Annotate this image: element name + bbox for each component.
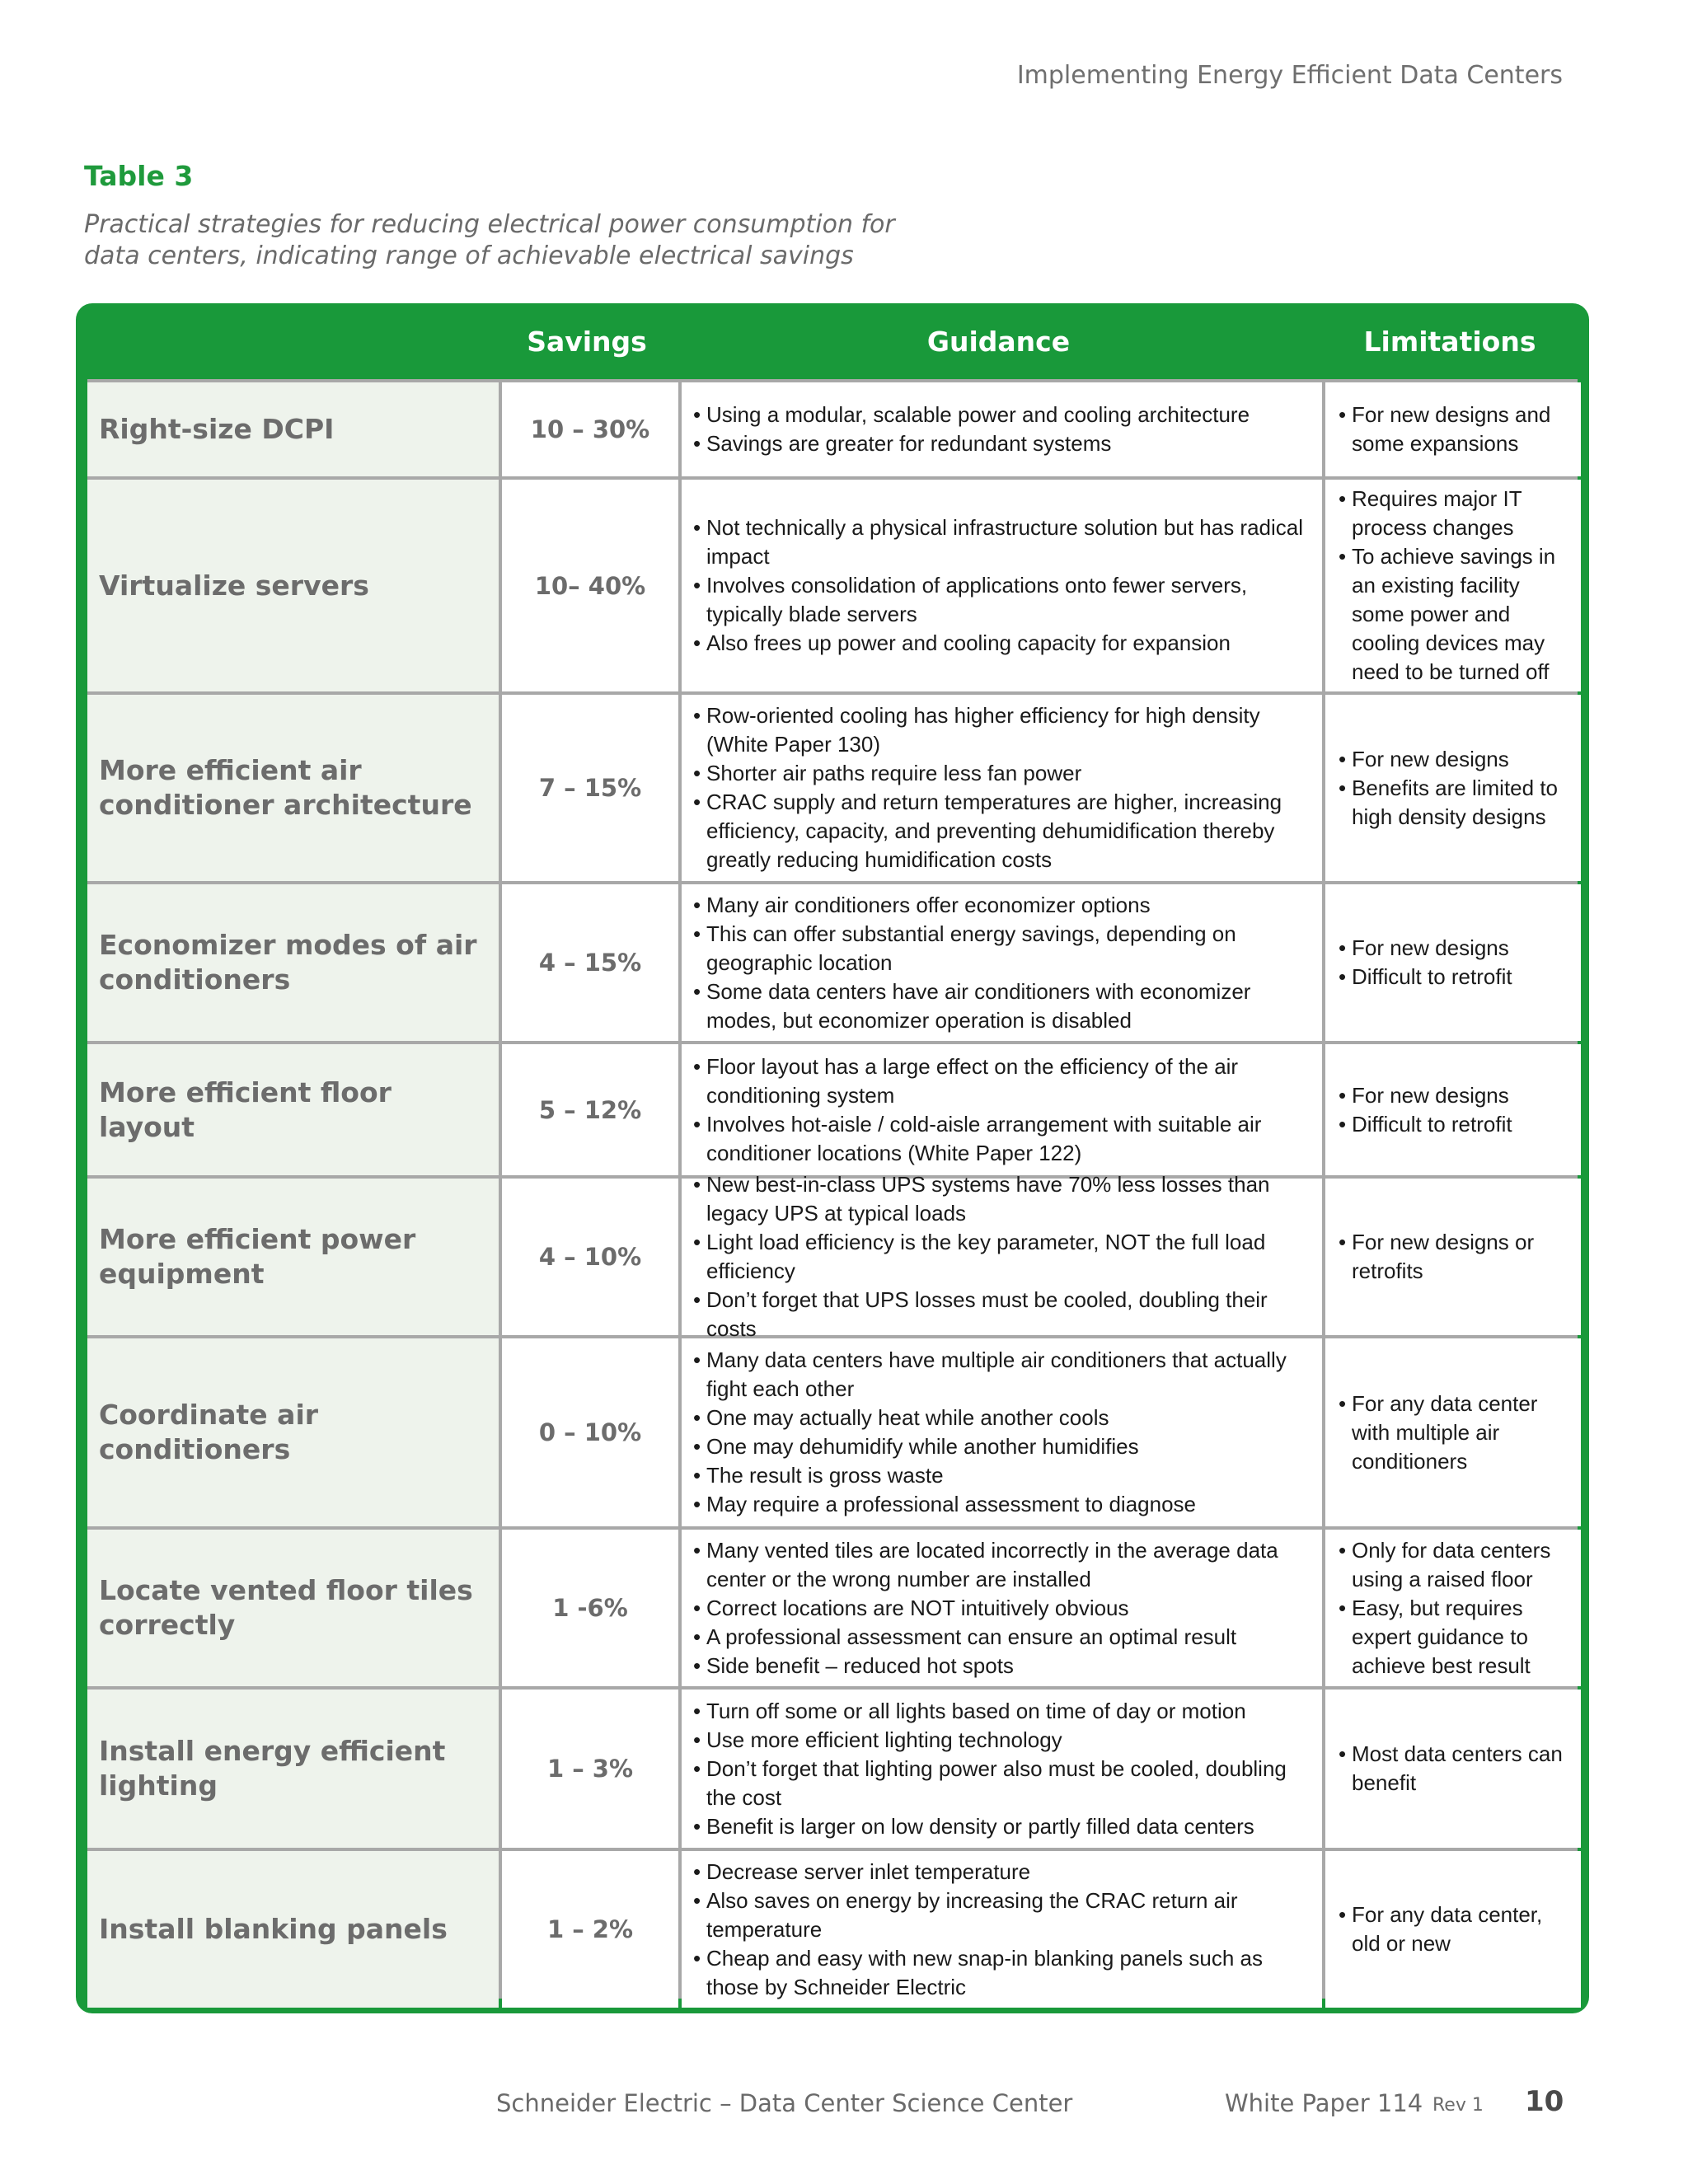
strategy-name: More efficient air conditioner architecture (99, 754, 472, 821)
table-label: Table 3 (84, 160, 194, 192)
guidance-cell (682, 382, 1322, 476)
guidance-item: • Correct locations are NOT intuitively obvious (693, 1594, 1311, 1623)
guidance-item: • Decrease server inlet temperature (693, 1858, 1311, 1886)
guidance-item: • Shorter air paths require less fan power (693, 759, 1311, 788)
limitations-list (1339, 485, 1571, 687)
savings-value: 7 – 15% (538, 774, 642, 802)
guidance-list (693, 1697, 1311, 1841)
row-name-cell (87, 382, 499, 476)
guidance-list (693, 891, 1311, 1035)
limitations-item: • Difficult to retrofit (1339, 963, 1512, 991)
strategies-table (76, 303, 1589, 2013)
guidance-item: • Floor layout has a large effect on the efficiency of the air conditioning system (693, 1052, 1311, 1110)
guidance-item: • This can offer substantial energy savings, depending on geographic location (693, 920, 1311, 977)
guidance-item: • The result is gross waste (693, 1461, 1311, 1490)
guidance-item: • A professional assessment can ensure an optimal result (693, 1623, 1311, 1652)
guidance-item: • Light load efficiency is the key parameter, NOT the full load efficiency (693, 1228, 1311, 1286)
limitations-cell (1325, 1690, 1581, 1848)
strategy-name: Virtualize servers (99, 569, 369, 602)
row-name-cell (87, 1530, 499, 1686)
column-header-guidance: Guidance (926, 325, 1071, 358)
guidance-cell (682, 1044, 1322, 1175)
page-number: 10 (1525, 2085, 1564, 2118)
limitations-list (1339, 401, 1571, 458)
strategy-name: Right-size DCPI (99, 413, 335, 445)
guidance-list (693, 1052, 1311, 1168)
guidance-item: • Involves hot-aisle / cold-aisle arrangement with suitable air conditioner locations (White Paper 122) (693, 1110, 1311, 1168)
guidance-item: • Involves consolidation of applications onto fewer servers, typically blade servers (693, 571, 1311, 629)
guidance-item: • Row-oriented cooling has higher efficiency for high density (White Paper 130) (693, 701, 1311, 759)
savings-cell (502, 382, 678, 476)
limitations-item: • Easy, but requires expert guidance to achieve best result (1339, 1594, 1571, 1680)
guidance-item: • Also saves on energy by increasing the CRAC return air temperature (693, 1886, 1311, 1944)
limitations-list (1339, 934, 1512, 991)
limitations-list (1339, 1081, 1512, 1139)
strategy-name: Install energy efficient lighting (99, 1735, 446, 1802)
guidance-item: • Cheap and easy with new snap-in blanking panels such as those by Schneider Electric (693, 1944, 1311, 2002)
guidance-list (693, 401, 1250, 458)
guidance-cell (682, 1172, 1322, 1341)
row-name-cell (87, 480, 499, 691)
savings-cell (502, 1851, 678, 2008)
limitations-item: • For new designs (1339, 1081, 1512, 1110)
savings-cell (502, 1179, 678, 1335)
limitations-list (1339, 1228, 1571, 1286)
limitations-cell (1325, 1044, 1581, 1175)
savings-cell (502, 695, 678, 881)
row-name-cell (87, 1338, 499, 1526)
strategy-name: More efficient floor layout (99, 1076, 392, 1143)
guidance-item: • Many data centers have multiple air conditioners that actually fight each other (693, 1346, 1311, 1404)
table-caption: Practical strategies for reducing electrical power consumption for data centers, indicating range of achievable electrical savings (84, 210, 895, 270)
guidance-item: • One may actually heat while another cools (693, 1404, 1311, 1432)
guidance-cell (682, 1851, 1322, 2008)
limitations-item: • Requires major IT process changes (1339, 485, 1571, 542)
strategy-name: More efficient power equipment (99, 1223, 416, 1290)
limitations-item: • For new designs and some expansions (1339, 401, 1571, 458)
footer-publisher: Schneider Electric – Data Center Science Center (496, 2089, 1073, 2117)
strategy-name: Economizer modes of air conditioners (99, 929, 477, 996)
savings-value: 4 – 15% (538, 949, 642, 977)
savings-cell (502, 1530, 678, 1686)
limitations-list (1339, 1740, 1571, 1797)
savings-value: 10 – 30% (530, 415, 650, 443)
footer-paper-number: White Paper 114 (1225, 2089, 1423, 2117)
limitations-cell (1325, 480, 1581, 691)
guidance-item: • Don’t forget that lighting power also must be cooled, doubling the cost (693, 1755, 1311, 1812)
limitations-item: • Benefits are limited to high density designs (1339, 774, 1571, 832)
guidance-list (693, 1346, 1311, 1519)
guidance-item: • Benefit is larger on low density or partly filled data centers (693, 1812, 1311, 1841)
limitations-list (1339, 1900, 1571, 1958)
guidance-item: • Many air conditioners offer economizer options (693, 891, 1311, 920)
guidance-item: • Some data centers have air conditioners with economizer modes, but economizer operation is disabled (693, 977, 1311, 1035)
strategy-name: Install blanking panels (99, 1913, 448, 1945)
limitations-cell (1325, 884, 1581, 1041)
savings-cell (502, 1338, 678, 1526)
limitations-list (1339, 745, 1571, 832)
limitations-item: • Most data centers can benefit (1339, 1740, 1571, 1797)
row-name-cell (87, 695, 499, 881)
savings-value: 4 – 10% (538, 1243, 642, 1271)
guidance-cell (682, 1690, 1322, 1848)
savings-value: 0 – 10% (538, 1418, 642, 1446)
limitations-item: • For new designs or retrofits (1339, 1228, 1571, 1286)
guidance-item: • Turn off some or all lights based on time of day or motion (693, 1697, 1311, 1726)
guidance-cell (682, 480, 1322, 691)
guidance-item: • Also frees up power and cooling capacity for expansion (693, 629, 1311, 658)
guidance-item: • New best-in-class UPS systems have 70% less losses than legacy UPS at typical loads (693, 1170, 1311, 1228)
guidance-item: • Side benefit – reduced hot spots (693, 1652, 1311, 1680)
row-name-cell (87, 884, 499, 1041)
strategy-name: Coordinate air conditioners (99, 1399, 319, 1465)
guidance-cell (682, 1338, 1322, 1526)
running-header: Implementing Energy Efficient Data Centers (1016, 61, 1563, 90)
savings-value: 1 -6% (552, 1594, 628, 1622)
limitations-cell (1325, 1179, 1581, 1335)
limitations-list (1339, 1536, 1571, 1680)
limitations-cell (1325, 382, 1581, 476)
savings-value: 1 – 2% (546, 1915, 634, 1943)
limitations-cell (1325, 695, 1581, 881)
guidance-cell (682, 884, 1322, 1041)
guidance-item: • Don’t forget that UPS losses must be cooled, doubling their costs (693, 1286, 1311, 1343)
guidance-list (693, 1170, 1311, 1343)
footer-revision: Rev 1 (1432, 2095, 1484, 2116)
limitations-item: • For any data center, old or new (1339, 1900, 1571, 1958)
limitations-cell (1325, 1338, 1581, 1526)
guidance-list (693, 701, 1311, 874)
savings-value: 5 – 12% (538, 1095, 642, 1124)
guidance-item: • CRAC supply and return temperatures are higher, increasing efficiency, capacity, and preventing dehumidification thereby greatly reducing humidification costs (693, 788, 1311, 874)
guidance-list (693, 1536, 1311, 1680)
limitations-item: • To achieve savings in an existing facility some power and cooling devices may need to be turned off (1339, 542, 1571, 687)
table-body (87, 379, 1578, 1999)
row-name-cell (87, 1690, 499, 1848)
limitations-item: • For new designs (1339, 745, 1571, 774)
column-header-savings: Savings (527, 325, 647, 358)
limitations-cell (1325, 1851, 1581, 2008)
limitations-item: • Only for data centers using a raised floor (1339, 1536, 1571, 1594)
guidance-item: • May require a professional assessment to diagnose (693, 1490, 1311, 1519)
column-header-limitations: Limitations (1363, 325, 1536, 358)
limitations-cell (1325, 1530, 1581, 1686)
savings-cell (502, 884, 678, 1041)
row-name-cell (87, 1044, 499, 1175)
guidance-item: • Many vented tiles are located incorrectly in the average data center or the wrong number are installed (693, 1536, 1311, 1594)
savings-value: 10– 40% (534, 571, 646, 600)
limitations-item: • For any data center with multiple air conditioners (1339, 1390, 1571, 1476)
limitations-item: • For new designs (1339, 934, 1512, 963)
guidance-cell (682, 1530, 1322, 1686)
limitations-item: • Difficult to retrofit (1339, 1110, 1512, 1139)
row-name-cell (87, 1851, 499, 2008)
guidance-item: • Using a modular, scalable power and cooling architecture (693, 401, 1250, 429)
savings-cell (502, 1690, 678, 1848)
row-name-cell (87, 1179, 499, 1335)
guidance-item: • Savings are greater for redundant systems (693, 429, 1250, 458)
guidance-item: • Not technically a physical infrastructure solution but has radical impact (693, 513, 1311, 571)
savings-cell (502, 480, 678, 691)
guidance-item: • Use more efficient lighting technology (693, 1726, 1311, 1755)
guidance-item: • One may dehumidify while another humidifies (693, 1432, 1311, 1461)
savings-value: 1 – 3% (546, 1755, 634, 1783)
guidance-list (693, 513, 1311, 658)
limitations-list (1339, 1390, 1571, 1476)
strategy-name: Locate vented floor tiles correctly (99, 1574, 473, 1641)
guidance-cell (682, 695, 1322, 881)
savings-cell (502, 1044, 678, 1175)
guidance-list (693, 1858, 1311, 2002)
